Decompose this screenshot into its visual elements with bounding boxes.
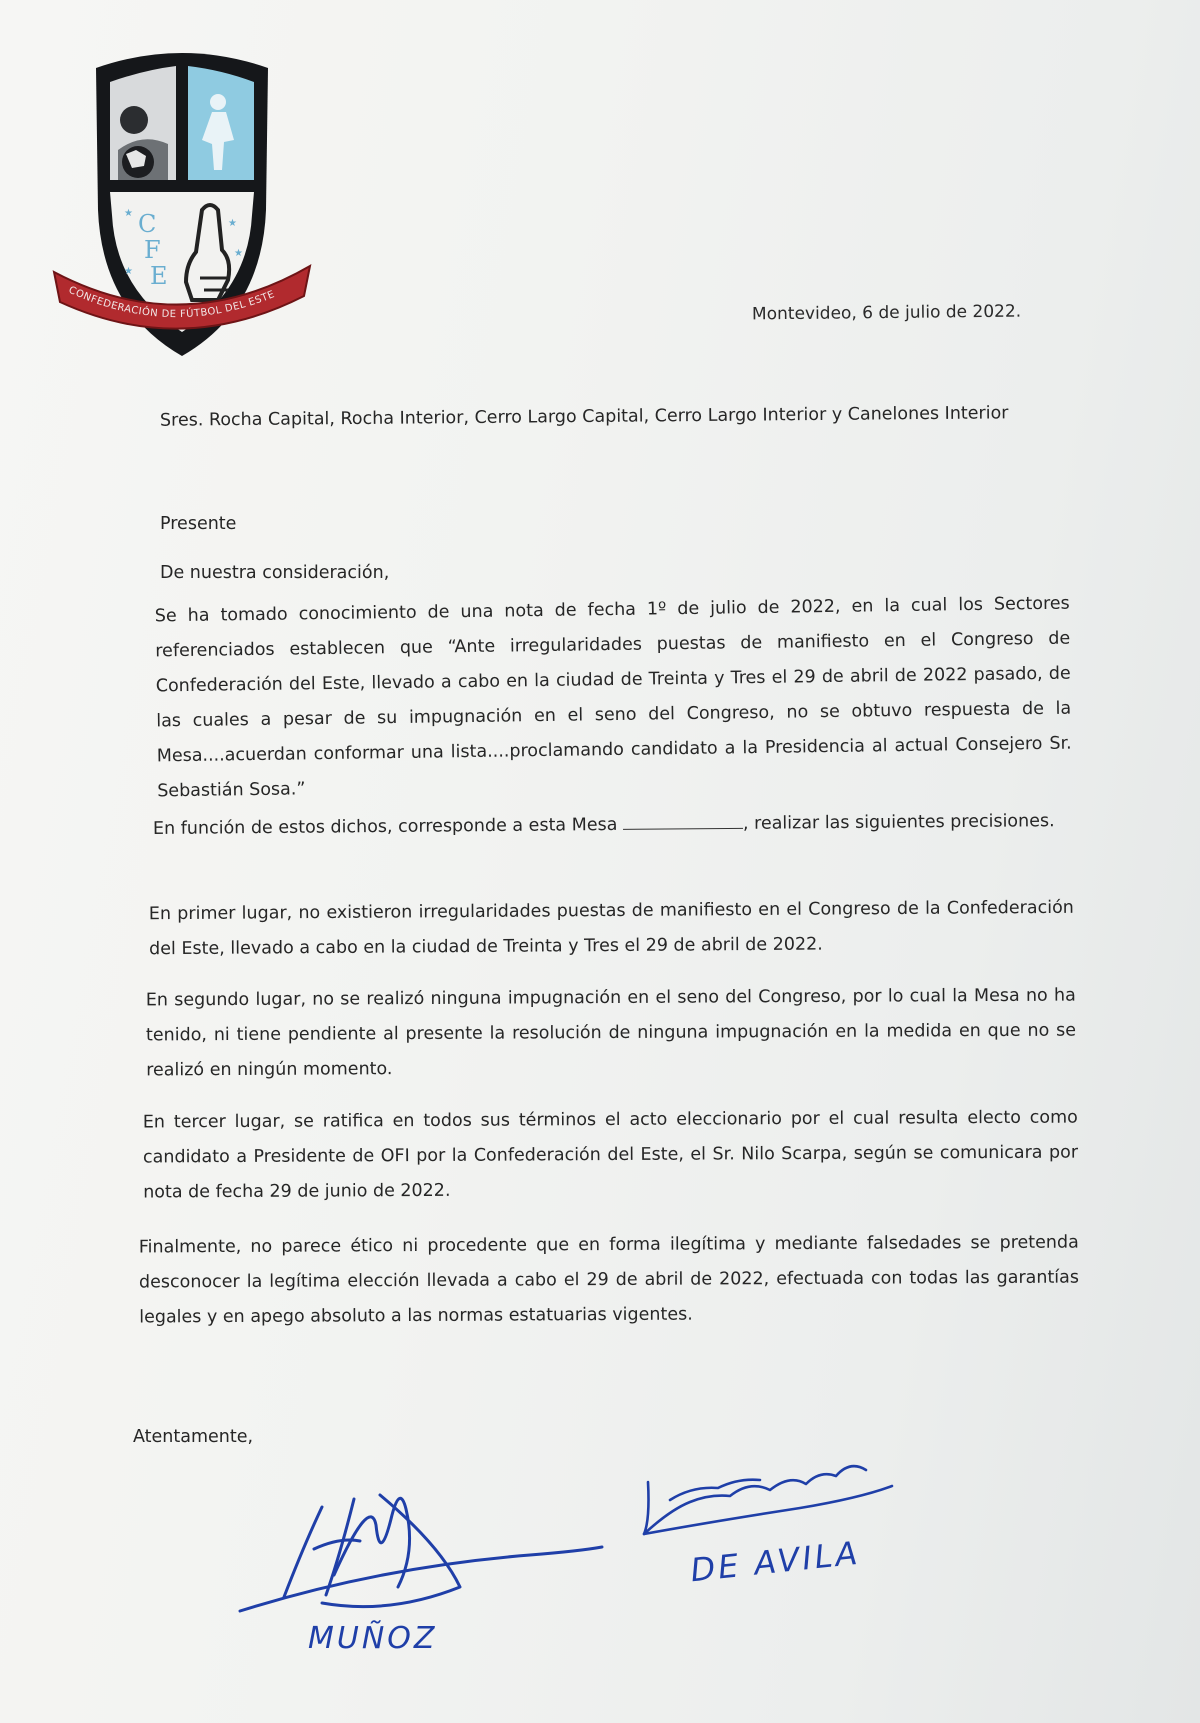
paragraph-3: En primer lugar, no existieron irregularidades puestas de manifiesto en el Congreso de la Confederación del Este, llevado a cabo en la ciudad de Treinta y Tres el 29 de abril de 2022. — [148, 897, 1074, 960]
letter-presente: Presente — [160, 514, 237, 534]
paragraph-6: Finalmente, no parece ético ni procedente que en forma ilegítima y mediante falsedades se pretenda desconocer la legítima elección llevada a cabo el 29 de abril de 2022, efectuada con todas las garantías legales y en apego absoluto a las normas estatuarias vigentes. — [138, 1232, 1080, 1328]
svg-text:F: F — [144, 236, 161, 264]
signature-de-avila — [630, 1430, 920, 1600]
svg-text:E: E — [150, 262, 168, 290]
paragraph-5: En tercer lugar, se ratifica en todos sus términos el acto eleccionario por el cual resulta electo como candidato a Presidente de OFI por la Confederación del Este, el Sr. Nilo Scarpa, según se comunicara por nota de fecha 29 de junio de 2022. — [142, 1107, 1079, 1203]
letter-closing: Atentamente, — [133, 1427, 254, 1447]
cfe-crest-logo — [52, 40, 312, 370]
signature-munoz-name: MUÑOZ — [308, 1621, 438, 1655]
svg-text:C: C — [138, 210, 157, 238]
letter-salutation: De nuestra consideración, — [160, 563, 390, 583]
paragraph-2-end: , realizar las siguientes precisiones. — [742, 811, 1055, 834]
svg-text:★: ★ — [124, 208, 133, 219]
paragraph-4: En segundo lugar, no se realizó ninguna impugnación en el seno del Congreso, por lo cual la Mesa no ha tenido, ni tiene pendiente al presente la resolución de ninguna impugnación en la medida en que no se realizó en ningún momento. — [145, 985, 1077, 1081]
signature-munoz — [230, 1455, 610, 1655]
svg-text:★: ★ — [124, 266, 133, 277]
paragraph-1: Se ha tomado conocimiento de una nota de fecha 1º de julio de 2022, en la cual los Sectores referenciados establecen que “Ante irregularidades puestas de manifiesto en el Congreso de Confederación del Este, llevado a cabo en la ciudad de Treinta y Tres el 29 de abril de 2022 pasado, de las cuales a pesar de su impugnación en el seno del Congreso, no se obtuvo respuesta de la Mesa....acuerdan conformar una lista....proclamando candidato a la Presidencia al actual Consejero Sr. Sebastián Sosa.” — [154, 593, 1072, 802]
paragraph-2-start: En función de estos dichos, corresponde a esta Mesa — [152, 814, 618, 840]
blank-line — [623, 810, 743, 830]
paragraph-2 — [153, 804, 1073, 847]
svg-text:★: ★ — [228, 218, 237, 229]
letter-addressee: Sres. Rocha Capital, Rocha Interior, Cerro Largo Capital, Cerro Largo Interior y Canelones Interior — [159, 403, 1009, 431]
letter-date: Montevideo, 6 de julio de 2022. — [751, 301, 1022, 325]
signature-de-avila-name: DE AVILA — [688, 1533, 863, 1590]
logo-ribbon-text: CONFEDERACIÓN DE FÚTBOL DEL ESTE — [66, 284, 277, 321]
svg-text:★: ★ — [234, 248, 243, 259]
